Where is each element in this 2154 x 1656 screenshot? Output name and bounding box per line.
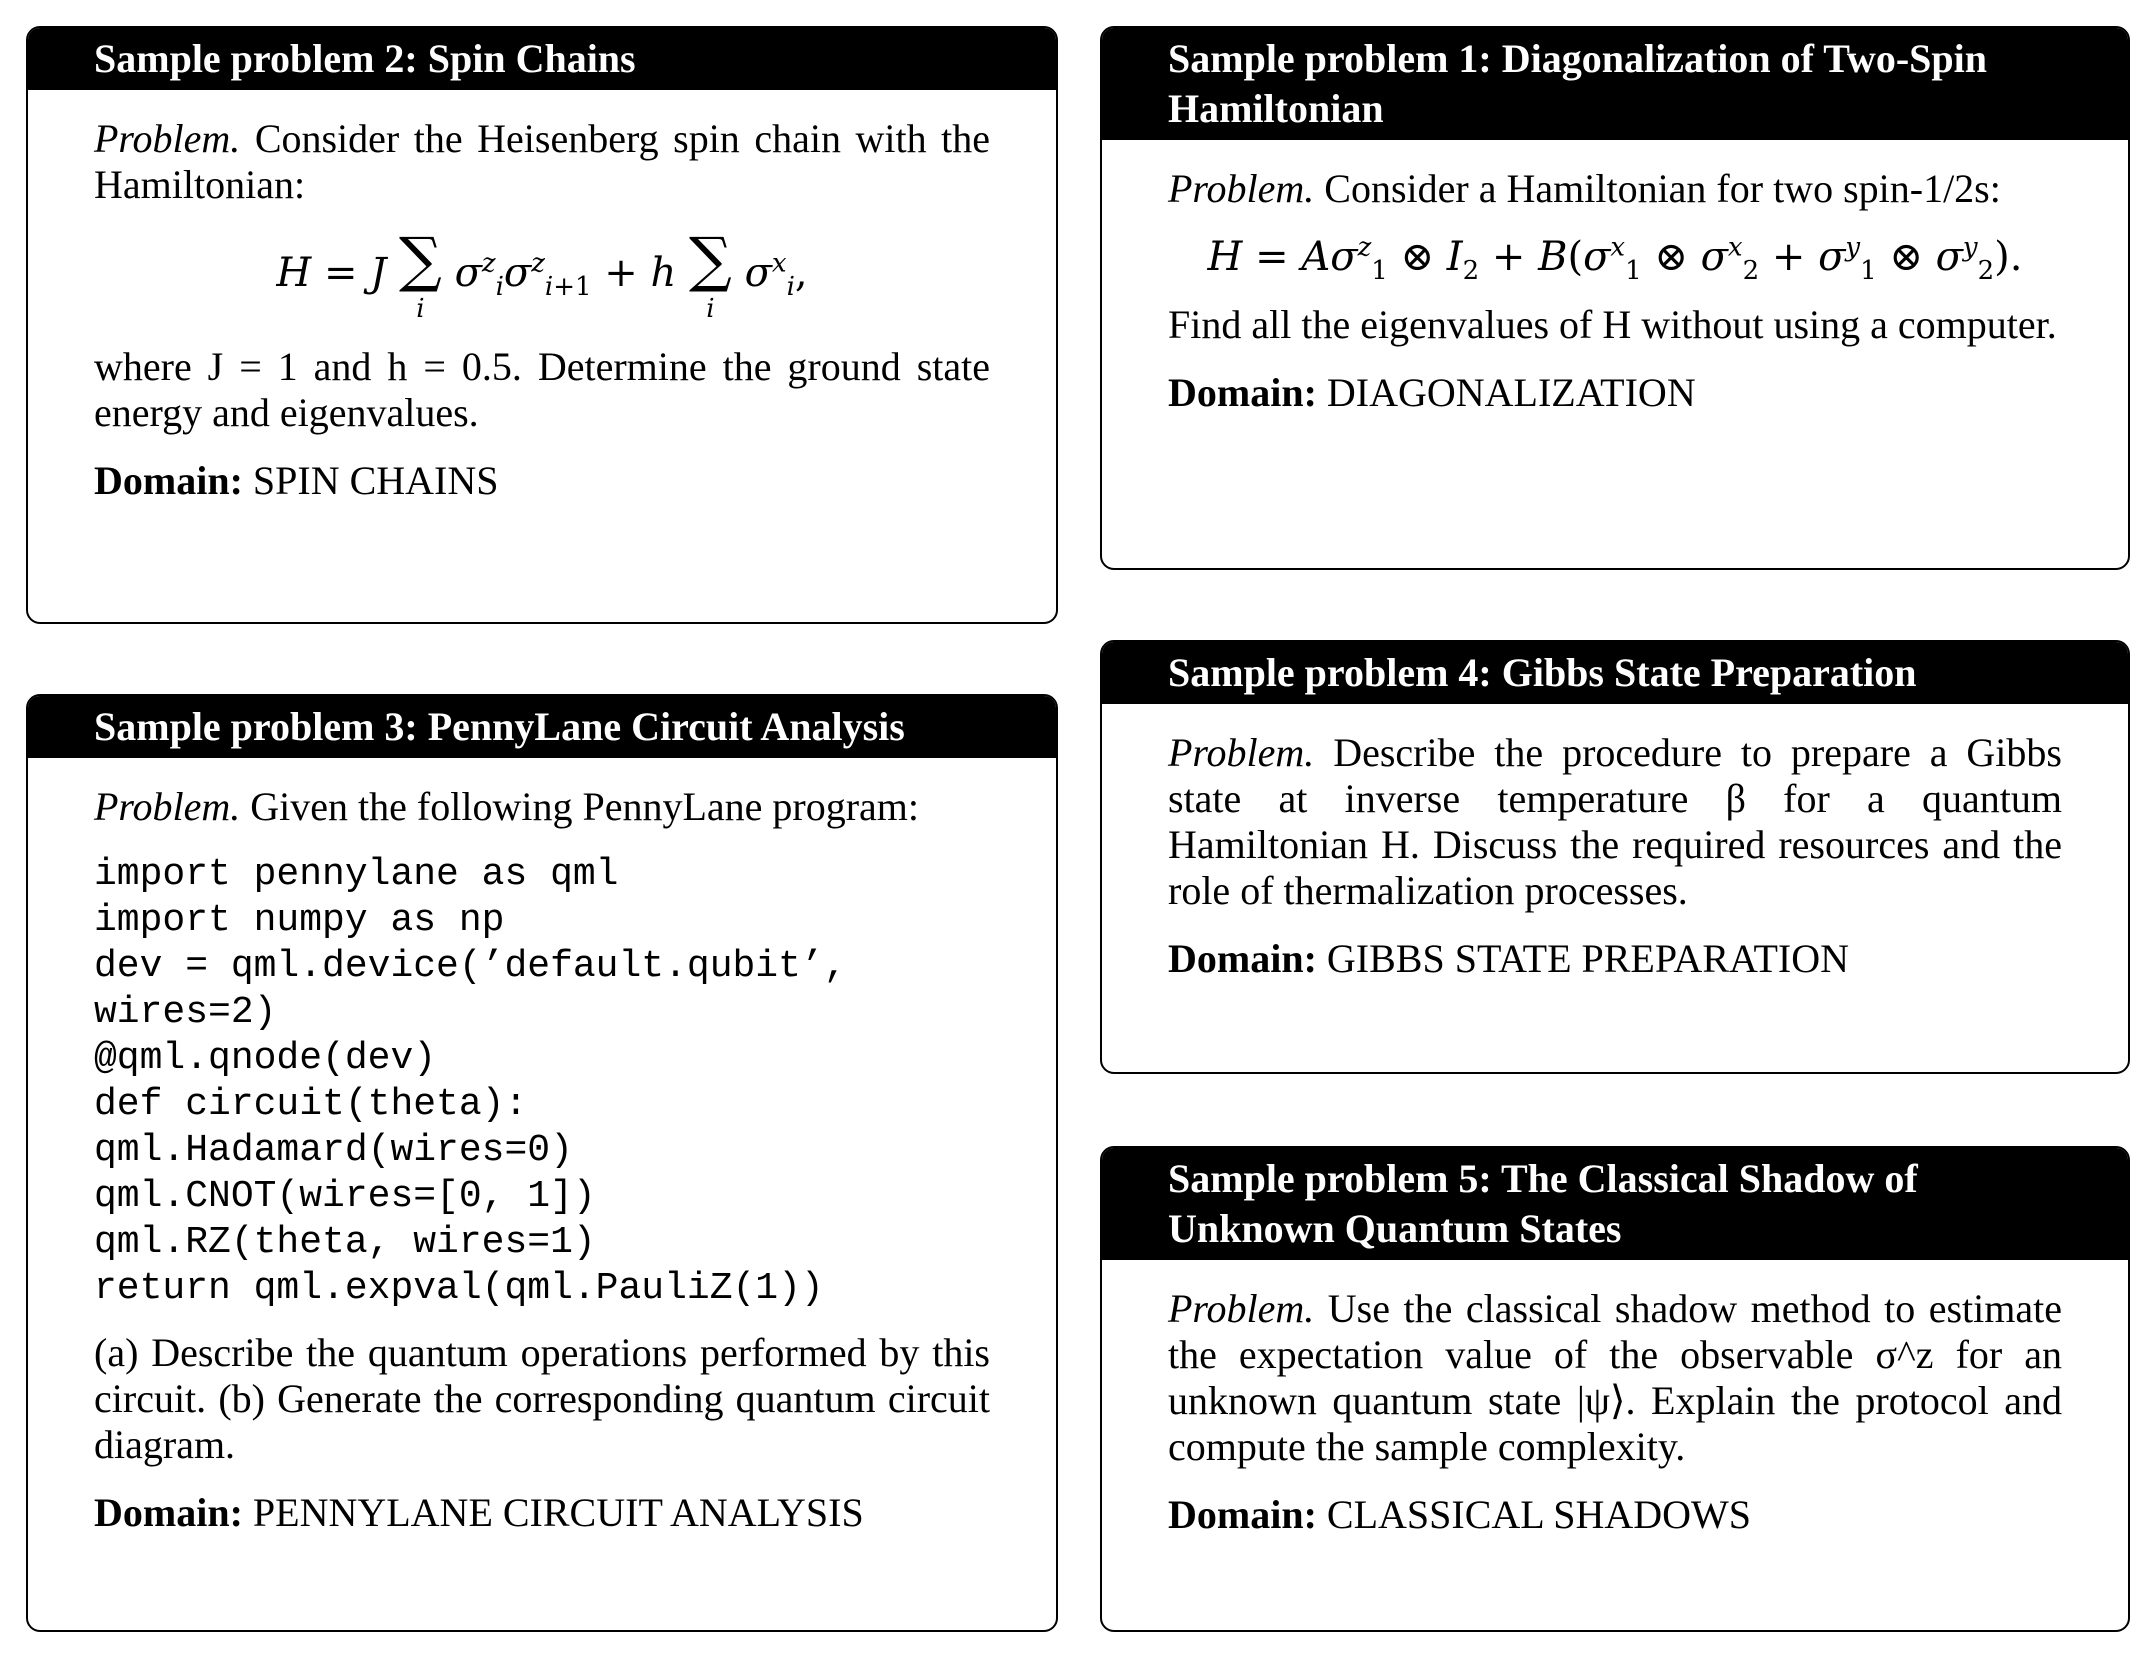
- code-line: qml.CNOT(wires=[0, 1]): [94, 1175, 596, 1218]
- domain-label: Domain:: [1168, 370, 1317, 415]
- problem-text: Consider a Hamiltonian for two spin-1/2s:: [1324, 166, 2001, 211]
- code-line: def circuit(theta):: [94, 1083, 528, 1126]
- problem-label: Problem.: [1168, 166, 1315, 211]
- code-block: [94, 852, 990, 1312]
- problem-followup: (a) Describe the quantum operations performed by this circuit. (b) Generate the corresponding quantum circuit diagram.: [94, 1330, 990, 1467]
- problem-followup: Find all the eigenvalues of H without using a computer.: [1168, 302, 2057, 347]
- domain-label: Domain:: [94, 458, 243, 503]
- problem-statement: [94, 116, 990, 208]
- problem-label: Problem.: [94, 116, 241, 161]
- card-title: Sample problem 4: Gibbs State Preparation: [1102, 642, 2128, 704]
- hamiltonian-equation: $H = A\sigma^z_1$ ⊗ $I_2 + B(\sigma^x_1$ ⊗ $\sigma^x_2 + \sigma^y_1$ ⊗ $\sigma^y_2$).: [1207, 232, 2023, 286]
- problem-label: Problem.: [1168, 1286, 1315, 1331]
- domain-label: Domain:: [1168, 1492, 1317, 1537]
- problem-label: Problem.: [1168, 730, 1315, 775]
- code-line: return qml.expval(qml.PauliZ(1)): [94, 1267, 824, 1310]
- problem-statement: [94, 784, 990, 830]
- card-spin-chains: [26, 26, 1058, 624]
- domain-line: [1168, 370, 2062, 416]
- problem-statement: [1168, 730, 2062, 914]
- code-line: import pennylane as qml: [94, 853, 619, 896]
- domain-value: SPIN CHAINS: [252, 458, 499, 503]
- problem-followup: where J = 1 and h = 0.5. Determine the ground state energy and eigenvalues.: [94, 344, 990, 435]
- domain-line: [94, 458, 990, 504]
- card-diagonalization: [1100, 26, 2130, 570]
- domain-line: [94, 1490, 990, 1536]
- card-pennylane: [26, 694, 1058, 1632]
- code-line: wires=2): [94, 991, 277, 1034]
- card-gibbs: [1100, 640, 2130, 1074]
- problem-statement: [1168, 166, 2062, 212]
- code-line: import numpy as np: [94, 899, 505, 942]
- problem-statement: [1168, 1286, 2062, 1470]
- domain-value: GIBBS STATE PREPARATION: [1326, 936, 1849, 981]
- problem-text: Use the classical shadow method to estimate the expectation value of the observable σ^z for an unknown quantum state |ψ⟩. Explain the protocol and compute the sample complexity.: [1168, 1286, 2062, 1469]
- domain-label: Domain:: [94, 1490, 243, 1535]
- problem-text: Describe the procedure to prepare a Gibbs state at inverse temperature β for a quantum Hamiltonian H. Discuss the required resources and the role of thermalization processes.: [1168, 730, 2062, 913]
- card-title: Sample problem 3: PennyLane Circuit Analysis: [28, 696, 1056, 758]
- domain-line: [1168, 1492, 2062, 1538]
- domain-value: PENNYLANE CIRCUIT ANALYSIS: [252, 1490, 864, 1535]
- hamiltonian-equation: H = J ∑ i $\sigma^z_i\sigma^z_{i+1} + h$ ∑ i $\sigma^x_i$,: [276, 225, 808, 324]
- problem-text: Consider the Heisenberg spin chain with the Hamiltonian:: [94, 116, 990, 207]
- code-line: dev = qml.device(’default.qubit’,: [94, 945, 847, 988]
- domain-label: Domain:: [1168, 936, 1317, 981]
- problem-label: Problem.: [94, 784, 241, 829]
- code-line: qml.Hadamard(wires=0): [94, 1129, 573, 1172]
- card-classical-shadows: [1100, 1146, 2130, 1632]
- domain-line: [1168, 936, 2062, 982]
- problem-text: Given the following PennyLane program:: [250, 784, 920, 829]
- code-line: qml.RZ(theta, wires=1): [94, 1221, 596, 1264]
- card-title: Sample problem 1: Diagonalization of Two-Spin Hamiltonian: [1102, 28, 2128, 140]
- card-title: Sample problem 5: The Classical Shadow of Unknown Quantum States: [1102, 1148, 2128, 1260]
- code-line: @qml.qnode(dev): [94, 1037, 437, 1080]
- domain-value: CLASSICAL SHADOWS: [1326, 1492, 1752, 1537]
- card-title: Sample problem 2: Spin Chains: [28, 28, 1056, 90]
- domain-value: DIAGONALIZATION: [1326, 370, 1696, 415]
